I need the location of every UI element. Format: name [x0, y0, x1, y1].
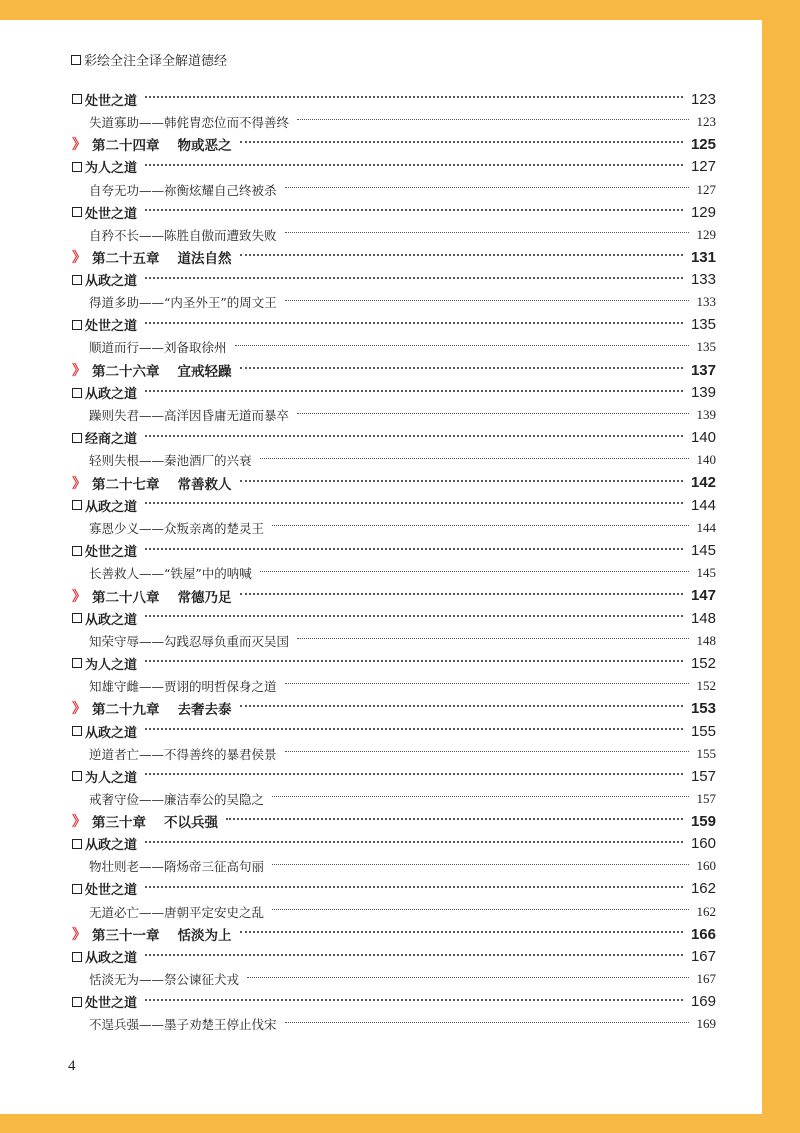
checkbox-square-icon [72, 726, 82, 736]
story-title: 知荣守辱——勾践忍辱负重而灭吴国 [89, 633, 290, 649]
story-title: 躁则失君——高洋因昏庸无道而暴卒 [89, 408, 290, 424]
chapter-number: 第二十四章 [92, 138, 160, 155]
chapter-number: 第二十九章 [92, 702, 160, 719]
checkbox-square-icon [72, 94, 82, 104]
dot-leader [145, 322, 683, 324]
page-ref: 160 [696, 858, 716, 874]
section-label: 从政之道 [85, 274, 138, 290]
dot-leader [145, 954, 683, 956]
dot-leader [297, 413, 688, 414]
double-chevron-icon: 》 [72, 814, 86, 831]
dot-leader [145, 502, 683, 504]
page-ref: 139 [696, 407, 716, 423]
dot-leader [240, 705, 683, 707]
page-ref: 169 [696, 1016, 716, 1032]
dot-leader [240, 480, 683, 482]
checkbox-square-icon [72, 952, 82, 962]
page-ref: 127 [690, 158, 716, 176]
chapter-topic: 去奢去泰 [177, 702, 232, 719]
dot-leader [272, 909, 688, 910]
dot-leader [145, 999, 683, 1001]
section-label: 处世之道 [85, 545, 138, 561]
page-ref: 147 [690, 587, 716, 605]
chapter-title [72, 698, 232, 718]
checkbox-square-icon [72, 613, 82, 623]
dot-leader [145, 615, 683, 617]
section-label: 从政之道 [85, 725, 138, 741]
page-ref: 133 [696, 294, 716, 310]
double-chevron-icon: 》 [72, 927, 86, 944]
checkbox-square-icon [72, 546, 82, 556]
toc-story-row[interactable] [72, 111, 716, 134]
page-ref: 139 [690, 384, 716, 402]
story-title: 物壮则老——隋炀帝三征高句丽 [89, 859, 265, 875]
dot-leader [145, 209, 683, 211]
checkbox-square-icon [72, 997, 82, 1007]
section-label: 从政之道 [85, 499, 138, 515]
checkbox-square-icon [72, 658, 82, 668]
page-ref: 144 [696, 519, 716, 535]
page-ref: 155 [690, 722, 716, 740]
section-label: 处世之道 [85, 206, 138, 222]
dot-leader [285, 751, 689, 752]
table-of-contents [72, 88, 716, 1036]
section-label: 从政之道 [85, 387, 138, 403]
page-ref: 123 [696, 113, 716, 129]
dot-leader [145, 841, 683, 843]
story-title: 戒奢守俭——廉洁奉公的吴隐之 [89, 791, 265, 807]
chapter-number: 第二十五章 [92, 251, 160, 268]
page-ref: 162 [696, 903, 716, 919]
section-title [72, 315, 137, 334]
section-title [72, 609, 137, 628]
story-title: 无道必亡——唐朝平定安史之乱 [89, 904, 265, 920]
section-label: 处世之道 [85, 319, 138, 335]
story-title: 轻则失根——秦池酒厂的兴衰 [89, 453, 252, 469]
toc-section-row[interactable] [72, 607, 716, 630]
page-ref: 131 [690, 248, 716, 266]
section-label: 从政之道 [85, 612, 138, 628]
toc-story-row[interactable] [72, 517, 716, 540]
toc-story-row[interactable] [72, 562, 716, 585]
chapter-title [72, 473, 232, 493]
toc-section-row[interactable] [72, 269, 716, 292]
toc-section-row[interactable] [72, 765, 716, 788]
dot-leader [285, 1022, 689, 1023]
chapter-number: 第二十八章 [92, 589, 160, 606]
page-ref: 169 [690, 993, 716, 1011]
page-ref: 157 [696, 790, 716, 806]
page-ref: 166 [690, 925, 716, 943]
section-label: 处世之道 [85, 996, 138, 1012]
toc-chapter-row[interactable] [72, 923, 716, 946]
story-title: 得道多助——“内圣外王”的周文王 [89, 295, 277, 311]
toc-story-row[interactable] [72, 742, 716, 765]
double-chevron-icon: 》 [72, 475, 86, 492]
checkbox-square-icon [72, 388, 82, 398]
dot-leader [285, 300, 689, 301]
dot-leader [145, 435, 683, 437]
section-title [72, 947, 137, 966]
dot-leader [272, 796, 688, 797]
section-label: 处世之道 [85, 93, 138, 109]
chapter-number: 第三十一章 [92, 928, 160, 945]
toc-chapter-row[interactable] [72, 584, 716, 607]
checkbox-square-icon [72, 320, 82, 330]
page-ref: 167 [690, 948, 716, 966]
toc-story-row[interactable] [72, 630, 716, 653]
toc-section-row[interactable] [72, 878, 716, 901]
toc-story-row[interactable] [72, 404, 716, 427]
page-ref: 145 [690, 542, 716, 560]
page-ref: 157 [690, 767, 716, 785]
section-title [72, 203, 137, 222]
toc-story-row[interactable] [72, 968, 716, 991]
chapter-topic: 常德乃足 [177, 589, 232, 606]
story-title: 顺道而行——刘备取徐州 [89, 340, 227, 356]
toc-story-row[interactable] [72, 178, 716, 201]
toc-story-row[interactable] [72, 291, 716, 314]
section-title [72, 428, 137, 447]
chapter-title [72, 247, 232, 267]
page-ref: 123 [690, 90, 716, 108]
story-title: 逆道者亡——不得善终的暴君侯景 [89, 746, 277, 762]
dot-leader [240, 593, 683, 595]
checkbox-square-icon [72, 162, 82, 172]
section-label: 从政之道 [85, 951, 138, 967]
story-title: 恬淡无为——祭公谏征犬戎 [89, 972, 240, 988]
chapter-topic: 宜戒轻躁 [177, 364, 232, 381]
section-title [72, 90, 137, 109]
toc-chapter-row[interactable] [72, 359, 716, 382]
running-header [71, 50, 227, 69]
page-ref: 152 [690, 654, 716, 672]
dot-leader [226, 818, 683, 820]
page-ref: 129 [696, 226, 716, 242]
checkbox-square-icon [72, 207, 82, 217]
dot-leader [297, 119, 688, 120]
dot-leader [272, 525, 688, 526]
dot-leader [260, 458, 689, 459]
toc-section-row[interactable] [72, 720, 716, 743]
chapter-title [72, 924, 232, 944]
section-label: 为人之道 [85, 770, 138, 786]
toc-section-row[interactable] [72, 201, 716, 224]
chapter-topic: 不以兵强 [164, 815, 218, 832]
page-number: 4 [68, 1058, 76, 1074]
page-ref: 153 [690, 699, 716, 717]
page-ref: 167 [696, 971, 716, 987]
section-title [72, 496, 137, 515]
dot-leader [145, 728, 683, 730]
section-title [72, 654, 137, 673]
toc-story-row[interactable] [72, 336, 716, 359]
checkbox-square-icon [71, 55, 81, 65]
chapter-topic: 常善救人 [177, 476, 232, 493]
chapter-title [72, 134, 232, 154]
dot-leader [145, 548, 683, 550]
dot-leader [235, 345, 689, 346]
page-ref: 142 [690, 474, 716, 492]
page-ref: 152 [696, 677, 716, 693]
page-ref: 137 [690, 361, 716, 379]
page-ref: 155 [696, 745, 716, 761]
chapter-number: 第二十七章 [92, 476, 160, 493]
toc-section-row[interactable] [72, 426, 716, 449]
section-title [72, 992, 137, 1011]
dot-leader [285, 683, 689, 684]
toc-section-row[interactable] [72, 314, 716, 337]
toc-story-row[interactable] [72, 855, 716, 878]
section-title [72, 157, 137, 176]
dot-leader [145, 390, 683, 392]
story-title: 自夸无功——祢衡炫耀自己终被杀 [89, 182, 277, 198]
story-title: 长善救人——“铁屋”中的呐喊 [89, 566, 252, 582]
page-ref: 135 [690, 316, 716, 334]
dot-leader [272, 864, 688, 865]
chapter-title [72, 586, 232, 606]
dot-leader [145, 886, 683, 888]
page-ref: 135 [696, 339, 716, 355]
dot-leader [145, 660, 683, 662]
page-ref: 127 [696, 181, 716, 197]
double-chevron-icon: 》 [72, 701, 86, 718]
page-ref: 148 [690, 609, 716, 627]
dot-leader [247, 977, 688, 978]
toc-story-row[interactable] [72, 900, 716, 923]
section-title [72, 270, 137, 289]
checkbox-square-icon [72, 839, 82, 849]
toc-chapter-row[interactable] [72, 246, 716, 269]
dot-leader [145, 164, 683, 166]
page-ref: 148 [696, 632, 716, 648]
dot-leader [297, 638, 688, 639]
section-label: 为人之道 [85, 657, 138, 673]
toc-section-row[interactable] [72, 539, 716, 562]
dot-leader [240, 367, 683, 369]
dot-leader [240, 141, 683, 143]
section-title [72, 834, 137, 853]
chapter-title [72, 360, 232, 380]
story-title: 寡恩少义——众叛亲离的楚灵王 [89, 520, 265, 536]
book-title: 彩绘全注全译全解道德经 [84, 54, 228, 69]
toc-section-row[interactable] [72, 156, 716, 179]
dot-leader [240, 931, 683, 933]
dot-leader [260, 571, 689, 572]
double-chevron-icon: 》 [72, 363, 86, 380]
story-title: 知雄守雌——贾诩的明哲保身之道 [89, 678, 277, 694]
toc-section-row[interactable] [72, 88, 716, 111]
dot-leader [285, 232, 689, 233]
toc-section-row[interactable] [72, 494, 716, 517]
double-chevron-icon: 》 [72, 250, 86, 267]
dot-leader [285, 187, 689, 188]
toc-chapter-row[interactable] [72, 697, 716, 720]
section-label: 为人之道 [85, 161, 138, 177]
toc-story-row[interactable] [72, 223, 716, 246]
toc-story-row[interactable] [72, 1013, 716, 1036]
section-label: 从政之道 [85, 838, 138, 854]
toc-section-row[interactable] [72, 945, 716, 968]
toc-story-row[interactable] [72, 449, 716, 472]
chapter-topic: 物或恶之 [177, 138, 232, 155]
checkbox-square-icon [72, 884, 82, 894]
toc-chapter-row[interactable] [72, 472, 716, 495]
toc-section-row[interactable] [72, 381, 716, 404]
chapter-number: 第二十六章 [92, 364, 160, 381]
double-chevron-icon: 》 [72, 137, 86, 154]
chapter-topic: 道法自然 [177, 251, 232, 268]
page-ref: 140 [696, 452, 716, 468]
toc-section-row[interactable] [72, 833, 716, 856]
section-label: 处世之道 [85, 883, 138, 899]
checkbox-square-icon [72, 433, 82, 443]
section-title [72, 722, 137, 741]
page-ref: 144 [690, 496, 716, 514]
section-title [72, 383, 137, 402]
page-ref: 145 [696, 565, 716, 581]
story-title: 不逞兵强——墨子劝楚王停止伐宋 [89, 1017, 277, 1033]
dot-leader [145, 96, 683, 98]
dot-leader [145, 773, 683, 775]
section-title [72, 541, 137, 560]
story-title: 自矜不长——陈胜自傲而遭致失败 [89, 227, 277, 243]
toc-section-row[interactable] [72, 991, 716, 1014]
toc-story-row[interactable] [72, 787, 716, 810]
dot-leader [145, 277, 683, 279]
page-ref: 159 [690, 812, 716, 830]
story-title: 失道寡助——韩侂胄恋位而不得善终 [89, 114, 290, 130]
toc-section-row[interactable] [72, 652, 716, 675]
page-ref: 133 [690, 271, 716, 289]
section-title [72, 767, 137, 786]
toc-chapter-row[interactable] [72, 810, 716, 833]
chapter-topic: 恬淡为上 [177, 928, 232, 945]
page-ref: 125 [690, 135, 716, 153]
chapter-title [72, 811, 218, 831]
toc-story-row[interactable] [72, 675, 716, 698]
page [0, 20, 762, 1114]
checkbox-square-icon [72, 500, 82, 510]
section-title [72, 879, 137, 898]
chapter-number: 第三十章 [92, 815, 146, 832]
checkbox-square-icon [72, 771, 82, 781]
double-chevron-icon: 》 [72, 588, 86, 605]
page-ref: 140 [690, 429, 716, 447]
checkbox-square-icon [72, 275, 82, 285]
page-ref: 129 [690, 203, 716, 221]
section-label: 经商之道 [85, 432, 138, 448]
page-ref: 162 [690, 880, 716, 898]
dot-leader [240, 254, 683, 256]
toc-chapter-row[interactable] [72, 133, 716, 156]
page-ref: 160 [690, 835, 716, 853]
